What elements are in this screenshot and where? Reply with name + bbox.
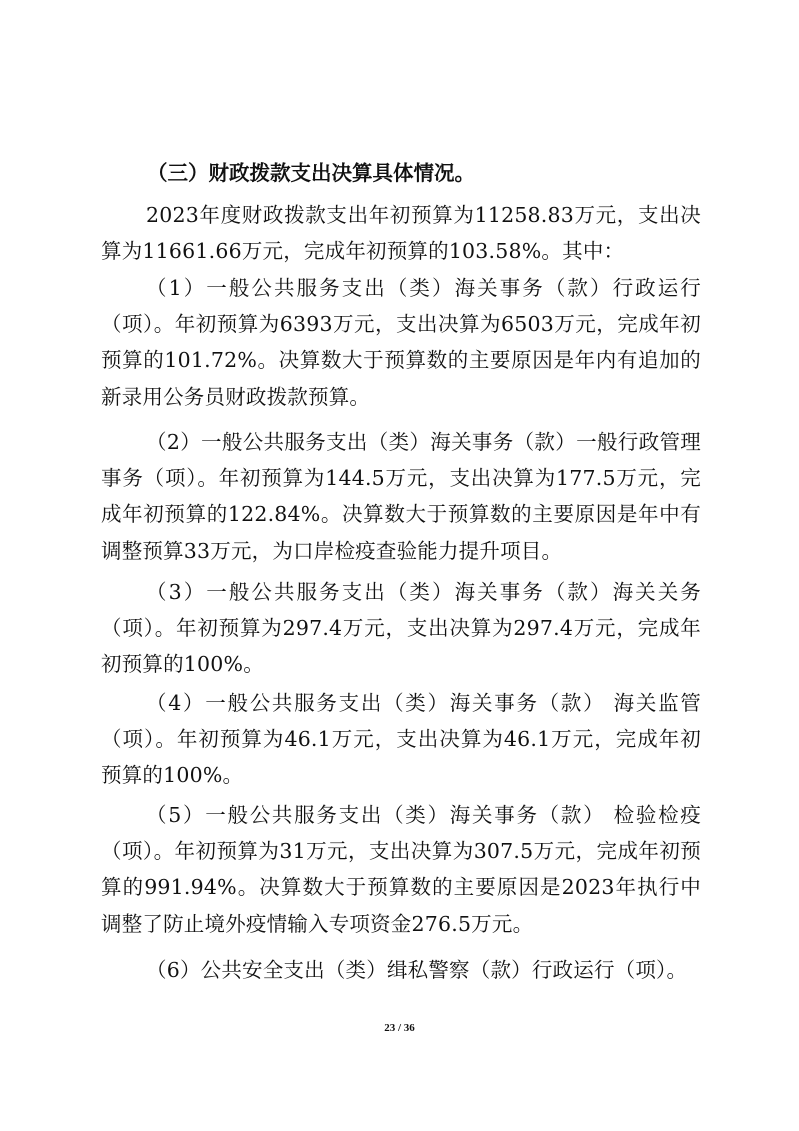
paragraph-item-4: （4）一般公共服务支出（类）海关事务（款） 海关监管（项）。年初预算为46.1万元，支出决算为46.1万元，完成年初预算的100%。 — [101, 691, 701, 788]
paragraph-item-3: （3）一般公共服务支出（类）海关事务（款）海关关务（项）。年初预算为297.4万元，支出决算为297.4万元，完成年初预算的100%。 — [101, 580, 701, 677]
paragraph-intro: 2023年度财政拨款支出年初预算为11258.83万元，支出决算为11661.66万元，完成年初预算的103.58%。其中： — [101, 203, 701, 264]
paragraph-item-6: （6）公共安全支出（类）缉私警察（款）行政运行（项）。 — [146, 958, 688, 982]
page-number: 23 / 36 — [384, 1022, 415, 1034]
paragraph-item-5: （5）一般公共服务支出（类）海关事务（款） 检验检疫（项）。年初预算为31万元，支出决算为307.5万元，完成年初预算的991.94%。决算数大于预算数的主要原因是2023年执行中调整了防止境外疫情输入专项资金276.5万元。 — [101, 803, 701, 936]
section-heading: （三）财政拨款支出决算具体情况。 — [147, 161, 475, 185]
paragraph-item-1: （1）一般公共服务支出（类）海关事务（款）行政运行（项）。年初预算为6393万元，支出决算为6503万元，完成年初预算的101.72%。决算数大于预算数的主要原因是年内有追加的新录用公务员财政拨款预算。 — [101, 276, 701, 409]
paragraph-item-2: （2）一般公共服务支出（类）海关事务（款）一般行政管理事务（项）。年初预算为144.5万元，支出决算为177.5万元，完成年初预算的122.84%。决算数大于预算数的主要原因是年中有调整预算33万元，为口岸检疫查验能力提升项目。 — [101, 430, 701, 563]
